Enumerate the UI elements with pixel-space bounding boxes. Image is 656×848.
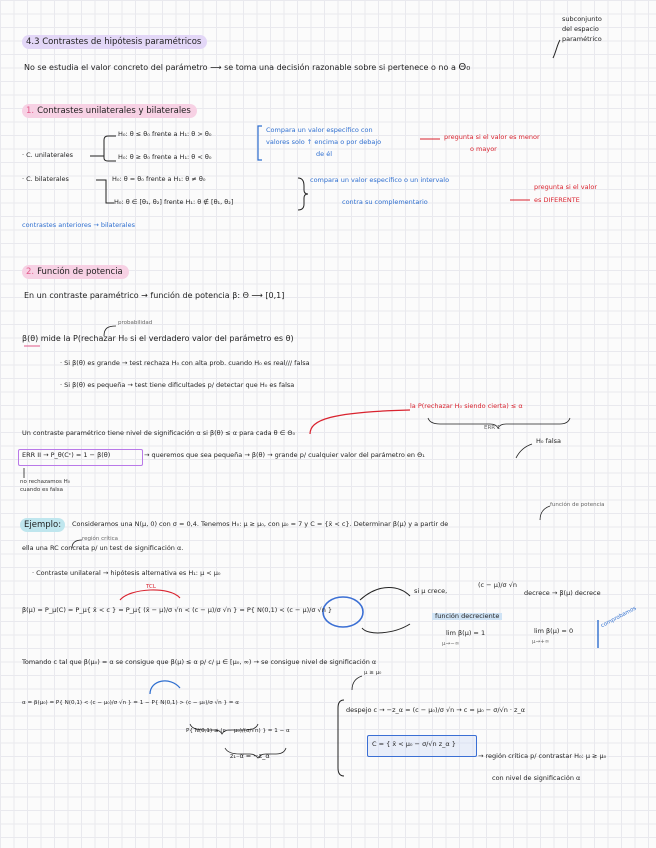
alpha-equation: α = β(μ₀) = P{ N(0,1) < (c − μ₀)/σ √n } = 1 − P{ N(0,1) > (c − μ₀)/σ √n } = α (22, 700, 239, 706)
si-fraction: (c − μ)/σ √n (478, 581, 517, 589)
p-line: P{ N(0,1) ≤ (c − μ₀)/(σ/√n) } = 1 − α (186, 728, 290, 734)
s43-intro-a: No se estudia el valor concreto del parámetro (24, 63, 208, 72)
example-label: Ejemplo: (24, 520, 62, 530)
red-prob: la P(rechazar H₀ siendo cierta) ≤ α (410, 402, 523, 410)
tomando-line: Tomando c tal que β(μ₀) = α se consigue que β(μ) ≤ α p/ c/ μ ∈ [μ₀, ∞) → se consigue nivel de significación α (22, 658, 377, 666)
bi-question-1: pregunta si el valor (534, 183, 598, 191)
z-line: z₁₋α = −z_α (230, 752, 270, 760)
bi-question-2: es DIFERENTE (534, 196, 580, 204)
nivel-alpha-text: con nivel de significación α (492, 774, 581, 782)
err2-text: → queremos que sea pequeña → β(θ) → grande p/ cualquier valor del parámetro en Θ₁ (144, 451, 425, 459)
s2-bullet-2: · Si β(θ) es pequeña → test tiene dificultades p/ detectar que H₀ es falsa (60, 381, 295, 389)
example-label-box (20, 518, 65, 532)
critical-region-formula: C = { x̄ < μ₀ − σ/√n z_α } (372, 740, 456, 748)
comprobacion: comprobamos (600, 605, 638, 630)
prob-note: probabilidad (118, 320, 153, 326)
section-1-num: 1. (26, 106, 35, 116)
s43-intro-theta: Θ₀ (458, 62, 471, 73)
s2-definition: En un contraste paramétrico → función de potencia β: Θ ⟶ [0,1] (24, 291, 285, 300)
section-4-3-title: 4.3 Contrastes de hipótesis paramétricos (26, 37, 202, 47)
uni-question-2: o mayor (470, 145, 497, 153)
section-2-title: Función de potencia (37, 267, 123, 277)
err1-label: ERR 1 (484, 425, 501, 431)
lim-1: lim β(μ) = 1 (446, 629, 486, 637)
s43-intro (24, 62, 470, 74)
lim-2: lim β(μ) = 0 (534, 627, 574, 635)
example-line-1: Consideramos una N(μ, 0) con σ = 0,4. Tenemos H₀: μ ≥ μ₀, con μ₀ = 7 y C = {x̄ < c}. Determinar β(μ) y a partir de (72, 520, 449, 528)
uni-desc-1: Compara un valor específico con (266, 126, 373, 134)
example-bullet: · Contraste unilateral → hipótesis alternativa es H₁: μ < μ₀ (32, 569, 221, 577)
beta-mide-line (22, 334, 294, 343)
s43-intro-b: se toma una decisión razonable sobre si pertenece o no a (224, 63, 456, 72)
beta-p: P(rechazar H₀ si el verdadero valor del parámetro es θ) (73, 334, 294, 343)
section-4-3-header (22, 35, 207, 49)
arrow-icon: ⟶ (210, 63, 225, 72)
bi-desc-2: contra su complementario (342, 198, 428, 206)
bi-hyp-1: H₀: θ = θ₀ frente a H₁: θ ≠ θ₀ (112, 175, 206, 183)
margin-note-line3: paramétrico (562, 35, 602, 43)
despejo-line: despejo c → −z_α = (c − μ₀)/σ √n → c = μ₀ − σ/√n · z_α (346, 706, 525, 714)
uni-hyp-2: H₀: θ ≥ θ₀ frente a H₁: θ < θ₀ (118, 153, 212, 161)
bi-hyp-2: H₀: θ ∈ [θ₁, θ₂] frente H₁: θ ∉ [θ₁, θ₂] (114, 198, 234, 206)
bi-desc-1: compara un valor específico o un intervalo (310, 176, 450, 184)
fn-potencia-note: función de potencia (550, 502, 605, 508)
beta-formula: β(μ) = P_μ(C) = P_μ{ x̄ < c } = P_μ{ (x̄ − μ)/σ √n < (c − μ)/σ √n } = P{ N(0,1) < (c − μ)/σ √n } (22, 606, 333, 614)
uni-hyp-1: H₀: θ ≤ θ₀ frente a H₁: θ > θ₀ (118, 130, 212, 138)
rc-note: región crítica (82, 536, 119, 542)
section-1-header (22, 104, 197, 118)
func-decreciente: función decreciente (432, 613, 502, 620)
no-rech-1: no rechazamos H₀ (20, 479, 70, 485)
margin-note-line2: del espacio (562, 25, 599, 33)
uni-label: · C. unilaterales (22, 151, 74, 159)
h0-falsa: H₀ falsa (536, 437, 562, 445)
beta-mide: β(θ) mide la (22, 334, 71, 343)
section-1-title: Contrastes unilaterales y bilaterales (37, 106, 191, 116)
example-line-2: ella una RC concreta p/ un test de significación α. (22, 544, 184, 552)
uni-question-1: pregunta si el valor es menor (444, 133, 540, 141)
s2-bullet-1: · Si β(θ) es grande → test rechaza H₀ con alta prob. cuando H₀ es real/// falsa (60, 359, 310, 367)
uni-desc-2: valores solo ↑ encima o por debajo (266, 138, 382, 146)
mu-ge-note: μ ≥ μ₀ (364, 670, 382, 676)
region-critica-text: → región crítica p/ contrastar H₀: μ ≥ μ₀ (478, 752, 607, 760)
s1-footer: contrastes anteriores → bilaterales (22, 221, 135, 229)
section-2-header (22, 265, 129, 279)
tcl-label: TCL (146, 584, 156, 590)
nivel-significacion: Un contraste paramétrico tiene nivel de significación α si β(θ) ≤ α para cada θ ∈ Θ₀ (22, 429, 296, 437)
bi-label: · C. bilaterales (22, 175, 69, 183)
err2-box-text: ERR II → P_θ(Cᶜ) = 1 − β(θ) (22, 451, 111, 459)
lim-1-sub: μ→−∞ (442, 641, 460, 647)
decrece-text: decrece → β(μ) decrece (524, 589, 601, 597)
lim-2-sub: μ→+∞ (532, 639, 550, 645)
section-2-num: 2. (26, 267, 35, 277)
margin-note-line1: subconjunto (562, 15, 602, 23)
si-mu-crece: si μ crece, (414, 587, 448, 595)
no-rech-2: cuando es falsa (20, 487, 64, 493)
uni-desc-3: de él (316, 150, 332, 158)
